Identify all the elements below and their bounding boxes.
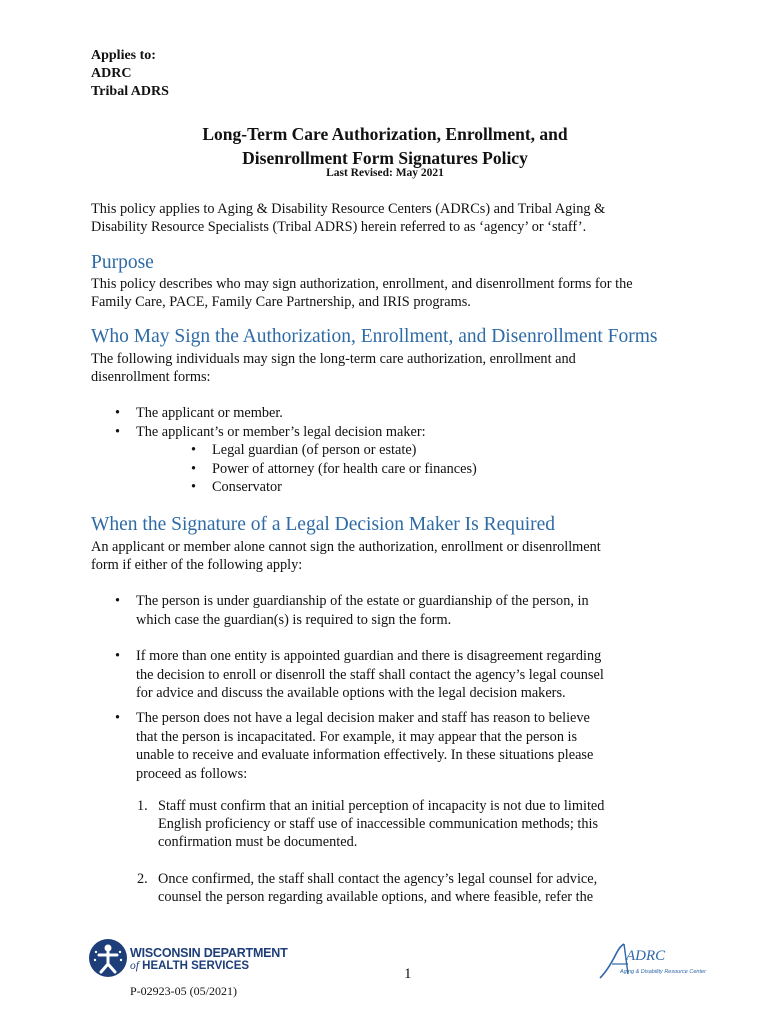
- list-item: • The applicant or member.: [136, 404, 426, 423]
- list-item: [136, 592, 656, 629]
- step-line: confirmation must be documented.: [158, 834, 358, 850]
- who-heading: Who May Sign the Authorization, Enrollment, and Disenrollment Forms: [91, 326, 658, 347]
- purpose-line-1: This policy describes who may sign authorization, enrollment, and disenrollment forms for the: [91, 276, 633, 292]
- form-code: P-02923-05 (05/2021): [130, 984, 237, 998]
- list-item: • Legal guardian (of person or estate): [212, 441, 477, 460]
- intro-paragraph: [91, 200, 691, 236]
- who-line-1: The following individuals may sign the long-term care authorization, enrollment and: [91, 351, 576, 367]
- applies-to-label: Applies to:: [91, 48, 156, 63]
- purpose-section: [91, 251, 691, 275]
- intro-line-2: Disability Resource Specialists (Tribal ADRS) herein referred to as ‘agency’ or ‘staff’.: [91, 219, 587, 235]
- applies-to: [91, 47, 169, 101]
- step-1: [137, 797, 678, 851]
- when-heading: When the Signature of a Legal Decision Maker Is Required: [91, 514, 556, 535]
- when-bullet-3: [136, 709, 656, 783]
- purpose-paragraph: [91, 275, 691, 311]
- when-line-2: form if either of the following apply:: [91, 557, 303, 573]
- list-item: [136, 647, 656, 703]
- who-sub-bullet-list: [212, 441, 477, 497]
- intro-line-1: This policy applies to Aging & Disability Resource Centers (ADRCs) and Tribal Aging &: [91, 201, 606, 217]
- document-title: [0, 122, 770, 170]
- list-item: [137, 797, 678, 851]
- title-line-2: Disenrollment Form Signatures Policy: [242, 148, 528, 168]
- wisconsin-dhs-seal-icon: [88, 938, 128, 978]
- step-2: [137, 870, 678, 906]
- dhs-line-1: WISCONSIN DEPARTMENT: [130, 946, 288, 960]
- when-bullet-2: [136, 647, 656, 703]
- when-bullet-1: [136, 592, 656, 629]
- step-line: counsel the person regarding available options, and where feasible, refer the: [158, 889, 594, 905]
- bullet-line: the decision to enroll or disenroll the staff shall contact the agency’s legal counsel: [136, 666, 604, 683]
- applies-to-adrc: ADRC: [91, 66, 132, 81]
- step-line: Staff must confirm that an initial perception of incapacity is not due to limited: [158, 798, 605, 814]
- last-revised: Last Revised: May 2021: [326, 167, 444, 179]
- bullet-line: • The person is under guardianship of the estate or guardianship of the person, in: [136, 593, 589, 609]
- bullet-line: • If more than one entity is appointed guardian and there is disagreement regarding: [136, 648, 602, 664]
- when-paragraph: [91, 538, 691, 574]
- bullet-line: proceed as follows:: [136, 765, 248, 782]
- when-section: [91, 513, 751, 537]
- adrc-logo-text: ADRC: [626, 948, 666, 964]
- list-item: • Conservator: [212, 478, 477, 497]
- dhs-health-services: HEALTH SERVICES: [142, 960, 250, 972]
- step-line: Once confirmed, the staff shall contact the agency’s legal counsel for advice,: [158, 871, 598, 887]
- who-paragraph: [91, 350, 691, 386]
- list-item: • The applicant’s or member’s legal decision maker:: [136, 423, 426, 442]
- page-number: 1: [404, 966, 412, 982]
- who-line-2: disenrollment forms:: [91, 369, 211, 385]
- list-item: [136, 709, 656, 783]
- who-section: [91, 325, 751, 349]
- list-item: • Power of attorney (for health care or finances): [212, 460, 477, 479]
- dhs-logo-text: [130, 947, 288, 973]
- bullet-line: • The person does not have a legal decision maker and staff has reason to believe: [136, 710, 590, 726]
- when-line-1: An applicant or member alone cannot sign the authorization, enrollment or disenrollment: [91, 539, 601, 555]
- step-line: English proficiency or staff use of inaccessible communication methods; this: [158, 816, 599, 832]
- step-number: 1.: [137, 798, 148, 814]
- bullet-line: which case the guardian(s) is required to sign the form.: [136, 611, 452, 628]
- dhs-line-2: [130, 960, 288, 973]
- who-bullet-list: [136, 404, 426, 441]
- applies-to-tribal-adrs: Tribal ADRS: [91, 84, 169, 99]
- bullet-line: unable to receive and evaluate information effectively. In these situations please: [136, 747, 594, 763]
- purpose-line-2: Family Care, PACE, Family Care Partnership, and IRIS programs.: [91, 294, 471, 310]
- dhs-of: of: [130, 960, 139, 972]
- list-item: [137, 870, 678, 906]
- step-number: 2.: [137, 871, 148, 887]
- adrc-logo-subtitle: Aging & Disability Resource Center: [620, 969, 706, 975]
- bullet-line: that the person is incapacitated. For example, it may appear that the person is: [136, 728, 578, 745]
- purpose-heading: Purpose: [91, 252, 154, 273]
- bullet-line: for advice and discuss the available options with the legal decision makers.: [136, 685, 566, 701]
- title-line-1: Long-Term Care Authorization, Enrollment, and: [202, 124, 568, 144]
